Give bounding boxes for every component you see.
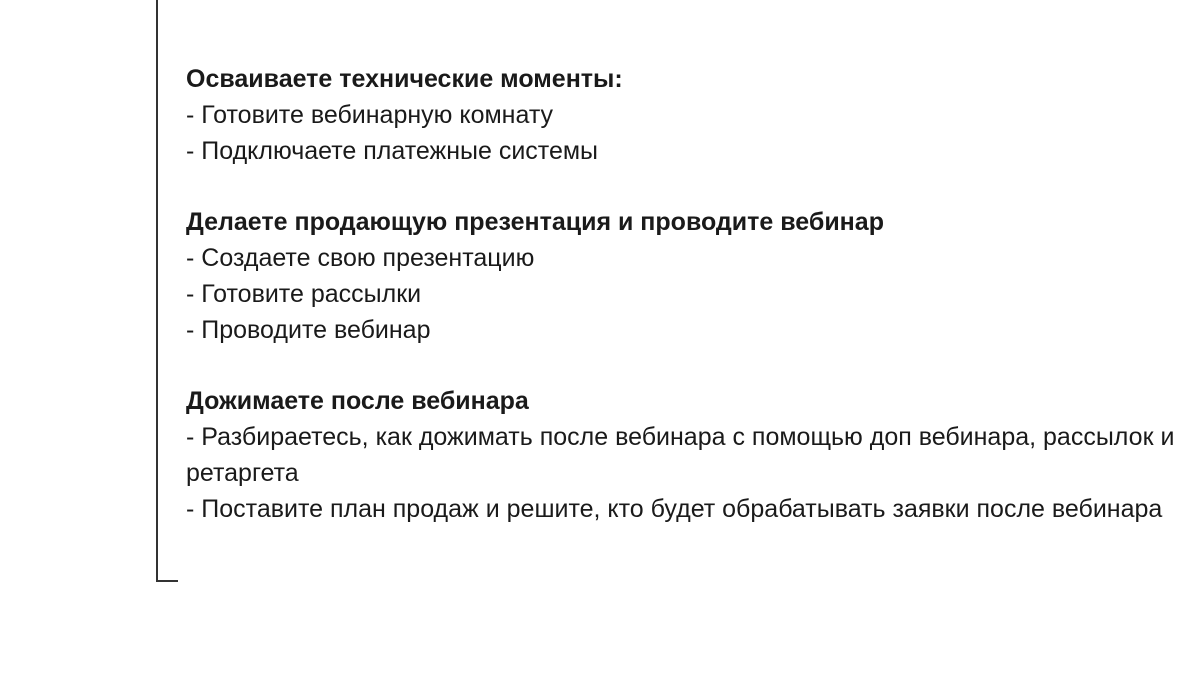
content-block	[186, 61, 1176, 562]
list-item: - Готовите рассылки	[186, 280, 422, 308]
list-item: - Поставите план продаж и решите, кто будет обрабатывать заявки после вебинара	[186, 495, 1163, 523]
list-item: - Создаете свою презентацию	[186, 244, 535, 272]
left-bracket-line	[156, 0, 158, 581]
section-technical	[186, 61, 1176, 169]
section-heading: Дожимаете после вебинара	[186, 387, 529, 415]
list-item: - Разбираетесь, как дожимать после вебинара с помощью доп вебинара, рассылок и ретаргета	[186, 423, 1175, 487]
section-heading: Делаете продающую презентация и проводите вебинар	[186, 208, 884, 236]
list-item: - Проводите вебинар	[186, 316, 431, 344]
list-item: - Готовите вебинарную комнату	[186, 101, 554, 129]
section-heading: Осваиваете технические моменты:	[186, 65, 623, 93]
section-follow-up	[186, 383, 1176, 527]
list-item: - Подключаете платежные системы	[186, 137, 599, 165]
left-bracket-foot	[156, 580, 178, 582]
section-presentation	[186, 204, 1176, 348]
